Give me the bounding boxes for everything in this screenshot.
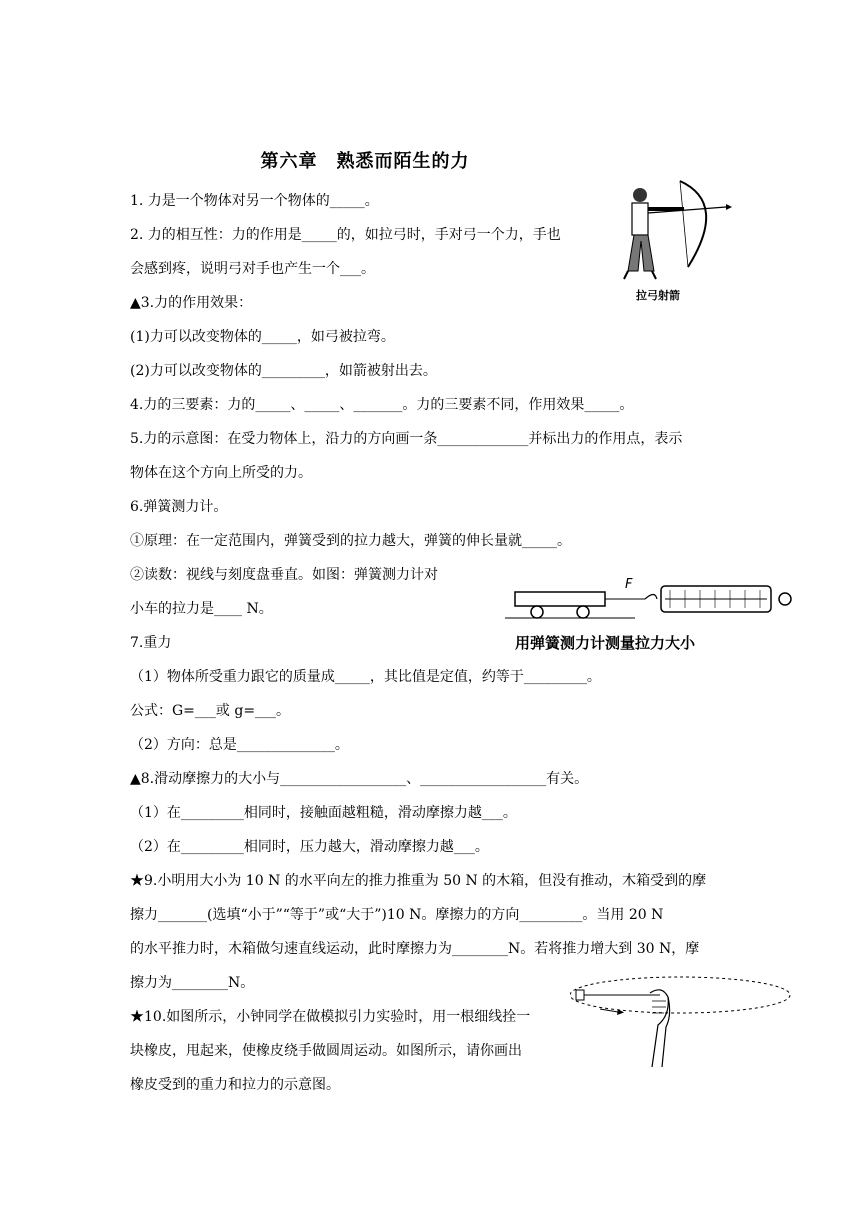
text-line: ★9.小明用大小为 10 N 的水平向左的推力推重为 50 N 的木箱，但没有推动，木箱受到的摩 [130, 873, 707, 889]
archer-figure [618, 175, 733, 305]
text-line: ②读数：视线与刻度盘垂直。如图：弹簧测力计对 [130, 567, 438, 583]
text-line: 物体在这个方向上所受的力。 [130, 465, 312, 481]
text-line: ▲8.滑动摩擦力的大小与__________________、__________________有关。 [130, 771, 589, 787]
text-line: 4.力的三要素：力的_____、_____、_______。力的三要素不同，作用效果_____。 [130, 397, 634, 413]
circular-motion-figure [570, 975, 800, 1070]
circular-motion-drawing [570, 975, 800, 1070]
text-line: 小车的拉力是____ N。 [130, 601, 273, 617]
archer-drawing [618, 175, 733, 305]
text-line: 擦力_______(选填“小于”“等于”或“大于”)10 N。摩擦力的方向_________。当用 20 N [130, 907, 664, 923]
text-line: 6.弹簧测力计。 [130, 499, 228, 515]
text-line: ①原理：在一定范围内，弹簧受到的拉力越大，弹簧的伸长量就_____。 [130, 533, 571, 549]
text-line: 橡皮受到的重力和拉力的示意图。 [130, 1077, 340, 1093]
text-line: （1）在_________相同时，接触面越粗糙，滑动摩擦力越___。 [130, 805, 517, 821]
text-line: ★10.如图所示，小钟同学在做模拟引力实验时，用一根细线拴一 [130, 1009, 531, 1025]
text-line: （2）方向：总是______________。 [130, 737, 349, 753]
text-line: 1. 力是一个物体对另一个物体的_____。 [130, 193, 379, 209]
text-line: (2)力可以改变物体的_________，如箭被射出去。 [130, 363, 437, 379]
archer-caption: 拉弓射箭 [636, 289, 680, 302]
spring-scale-figure [505, 570, 805, 655]
text-line: 块橡皮，甩起来，使橡皮绕手做圆周运动。如图所示，请你画出 [130, 1043, 522, 1059]
text-line: 7.重力 [130, 635, 172, 651]
text-line: 会感到疼，说明弓对手也产生一个___。 [130, 261, 375, 277]
text-line: ▲3.力的作用效果： [130, 295, 253, 311]
text-line: (1)力可以改变物体的_____，如弓被拉弯。 [130, 329, 395, 345]
text-line: 2. 力的相互性：力的作用是_____的，如拉弓时，手对弓一个力，手也 [130, 227, 561, 243]
text-line: 的水平推力时，木箱做匀速直线运动，此时摩擦力为________N。若将推力增大到 30 N，摩 [130, 941, 700, 957]
text-line: （1）物体所受重力跟它的质量成_____，其比值是定值，约等于_________。 [130, 669, 601, 685]
force-label: F [625, 577, 633, 592]
text-line: 公式：G=___或 g=___。 [130, 703, 291, 719]
chapter-title: 第六章 熟悉而陌生的力 [260, 151, 470, 172]
text-line: （2）在_________相同时，压力越大，滑动摩擦力越___。 [130, 839, 489, 855]
spring-scale-drawing [505, 570, 805, 630]
text-line: 5.力的示意图：在受力物体上，沿力的方向画一条_____________并标出力的作用点，表示 [130, 431, 683, 447]
text-line: 擦力为________N。 [130, 975, 255, 991]
spring-scale-caption: 用弹簧测力计测量拉力大小 [515, 634, 696, 652]
